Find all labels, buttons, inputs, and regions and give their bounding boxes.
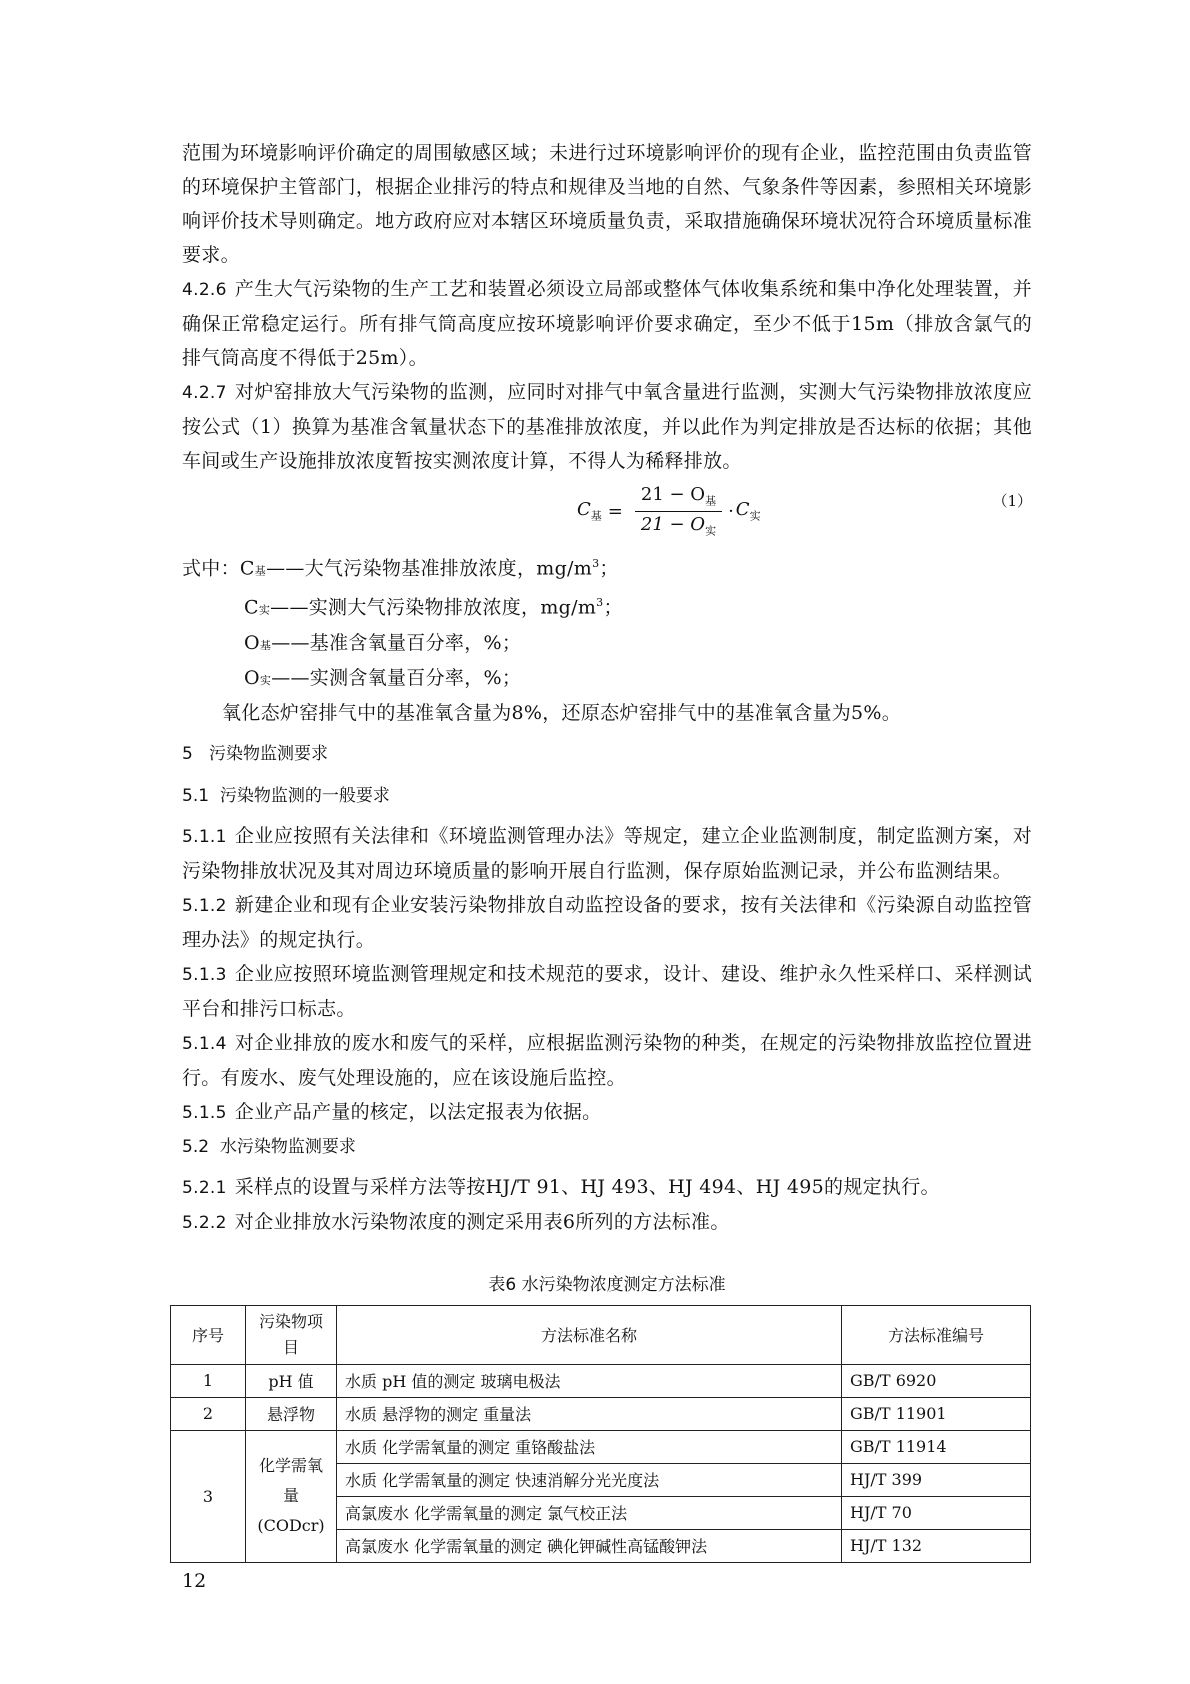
formula-lhs: $C_基$ <box>577 498 602 523</box>
definition-note: 氧化态炉窑排气中的基准氧含量为8%，还原态炉窑排气中的基准氧含量为5%。 <box>222 701 902 724</box>
cell-item: 化学需氧量(CODcr) <box>246 1430 337 1562</box>
definition-item: O实——实测含氧量百分率，%； <box>244 666 522 689</box>
document-page <box>182 136 1032 1563</box>
clause-5-1-4: 5.1.4 对企业排放的废水和废气的采样，应根据监测污染物的种类，在规定的污染物排放监控位置进行。有废水、废气处理设施的，应在该设施后监控。 <box>182 1031 1032 1089</box>
clause-5-1-2: 5.1.2 新建企业和现有企业安装污染物排放自动监控设备的要求，按有关法律和《污染源自动监控管理办法》的规定执行。 <box>182 893 1032 951</box>
cell-method: 水质 悬浮物的测定 重量法 <box>337 1397 842 1430</box>
clause-number: 4.2.6 <box>182 280 227 300</box>
cell-code: HJ/T 132 <box>842 1529 1031 1562</box>
equation-number: （1） <box>992 492 1032 510</box>
section-5-1-heading: 5.1 污染物监测的一般要求 <box>182 785 390 806</box>
cell-code: HJ/T 399 <box>842 1463 1031 1496</box>
clause-number: 4.2.7 <box>182 383 227 403</box>
header-code: 方法标准编号 <box>842 1305 1031 1364</box>
cell-method: 水质 化学需氧量的测定 重铬酸盐法 <box>337 1430 842 1463</box>
clause-4-2-6 <box>182 272 1032 375</box>
methods-table <box>170 1305 1031 1563</box>
cell-no: 1 <box>171 1364 246 1397</box>
cell-item: pH 值 <box>246 1364 337 1397</box>
formula-equals: = <box>607 500 623 522</box>
cell-no: 2 <box>171 1397 246 1430</box>
table-header-row <box>171 1305 1031 1364</box>
formula-numerator: $21 - O_基$ <box>635 484 722 512</box>
clause-text: 对炉窑排放大气污染物的监测，应同时对排气中氧含量进行监测，实测大气污染物排放浓度应按公式（1）换算为基准含氧量状态下的基准排放浓度，并以此作为判定排放是否达标的依据；其他车间或生产设施排放浓度暂按实测浓度计算，不得人为稀释排放。 <box>182 381 1032 472</box>
formula-denominator: $21 - O_实$ <box>640 513 717 538</box>
cell-method: 水质 pH 值的测定 玻璃电极法 <box>337 1364 842 1397</box>
section-5-2-heading: 5.2 水污染物监测要求 <box>182 1136 356 1157</box>
table-row <box>171 1430 1031 1463</box>
cell-method: 高氯废水 化学需氧量的测定 氯气校正法 <box>337 1496 842 1529</box>
paragraph-intro: 范围为环境影响评价确定的周围敏感区域；未进行过环境影响评价的现有企业，监控范围由负责监管的环境保护主管部门，根据企业排污的特点和规律及当地的自然、气象条件等因素，参照相关环境影响评价技术导则确定。地方政府应对本辖区环境质量负责，采取措施确保环境状况符合环境质量标准要求。 <box>182 142 1032 266</box>
formula-1 <box>182 480 1032 544</box>
header-no: 序号 <box>171 1305 246 1364</box>
formula-expression <box>577 484 761 538</box>
formula-rhs: $C_实$ <box>735 498 761 523</box>
header-method: 方法标准名称 <box>337 1305 842 1364</box>
table-title: 表6 水污染物浓度测定方法标准 <box>488 1274 726 1295</box>
clause-5-2-2: 5.2.2 对企业排放水污染物浓度的测定采用表6所列的方法标准。 <box>182 1210 730 1233</box>
clause-5-1-5: 5.1.5 企业产品产量的核定，以法定报表为依据。 <box>182 1100 602 1123</box>
section-5-heading: 5 污染物监测要求 <box>182 743 329 764</box>
cell-item: 悬浮物 <box>246 1397 337 1430</box>
clause-5-1-1: 5.1.1 企业应按照有关法律和《环境监测管理办法》等规定，建立企业监测制度，制定监测方案，对污染物排放状况及其对周边环境质量的影响开展自行监测，保存原始监测记录，并公布监测结果。 <box>182 824 1032 882</box>
definition-item: O基——基准含氧量百分率，%； <box>244 631 522 654</box>
table-row <box>171 1364 1031 1397</box>
cell-code: HJ/T 70 <box>842 1496 1031 1529</box>
formula-definitions <box>182 548 1032 729</box>
table-row <box>171 1397 1031 1430</box>
cell-code: GB/T 6920 <box>842 1364 1031 1397</box>
cell-method: 高氯废水 化学需氧量的测定 碘化钾碱性高锰酸钾法 <box>337 1529 842 1562</box>
clause-5-1-3: 5.1.3 企业应按照环境监测管理规定和技术规范的要求，设计、建设、维护永久性采样口、采样测试平台和排污口标志。 <box>182 962 1032 1020</box>
cell-no: 3 <box>171 1430 246 1562</box>
definition-item: 式中：C基——大气污染物基准排放浓度，$mg/m^3$； <box>182 557 619 580</box>
clause-5-2-1: 5.2.1 采样点的设置与采样方法等按HJ/T 91、HJ 493、HJ 494、HJ 495的规定执行。 <box>182 1175 940 1198</box>
definition-item: C实——实测大气污染物排放浓度，$mg/m^3$； <box>244 596 623 619</box>
cell-code: GB/T 11914 <box>842 1430 1031 1463</box>
clause-4-2-7 <box>182 375 1032 478</box>
formula-fraction <box>635 484 722 538</box>
cell-code: GB/T 11901 <box>842 1397 1031 1430</box>
header-item: 污染物项目 <box>246 1305 337 1364</box>
formula-times: · <box>728 500 734 522</box>
page-number: 12 <box>182 1570 207 1592</box>
cell-method: 水质 化学需氧量的测定 快速消解分光光度法 <box>337 1463 842 1496</box>
clause-text: 产生大气污染物的生产工艺和装置必须设立局部或整体气体收集系统和集中净化处理装置，并确保正常稳定运行。所有排气筒高度应按环境影响评价要求确定，至少不低于15m（排放含氯气的排气筒高度不得低于25m）。 <box>182 278 1032 369</box>
